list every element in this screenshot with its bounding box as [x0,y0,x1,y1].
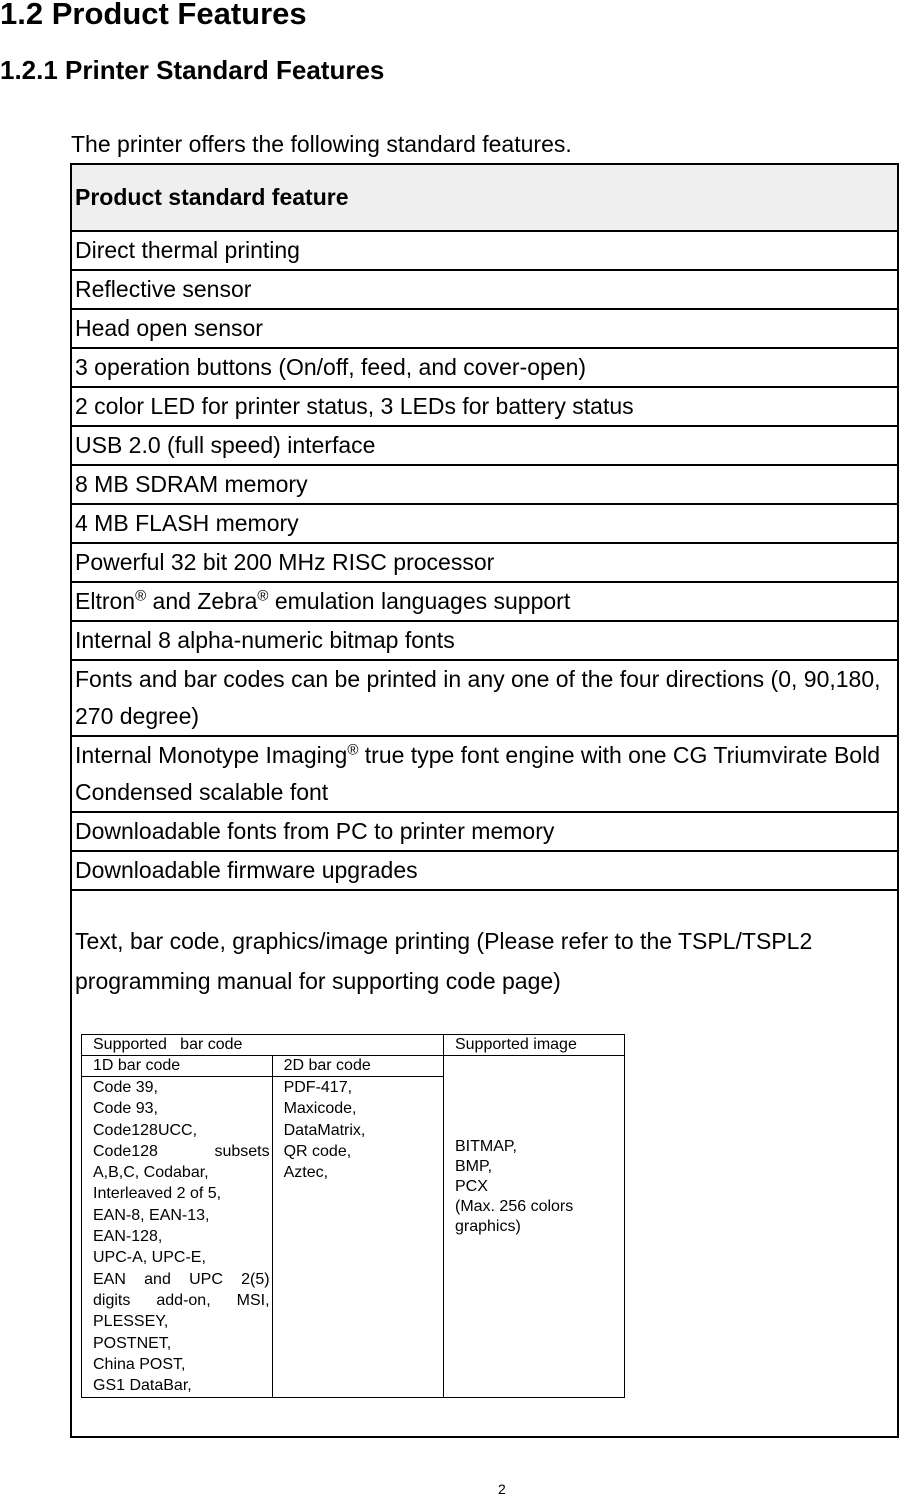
list-item: UPC-A, UPC-E, [93,1249,206,1267]
list-item: EAN and UPC 2(5) [93,1270,270,1288]
feature-row: 8 MB SDRAM memory [71,465,898,504]
list-item: Maxicode, [283,1100,357,1118]
feature-row: Powerful 32 bit 200 MHz RISC processor [71,543,898,582]
list-item: Code 39, [93,1079,158,1096]
list-item: PLESSEY, [93,1313,169,1331]
subsection-title: 1.2.1 Printer Standard Features [0,55,385,85]
barcode-1d-header: 1D bar code [82,1056,273,1077]
list-item: BITMAP, [454,1137,517,1155]
list-item: BMP, [454,1157,493,1175]
list-item: A,B,C, Codabar, [93,1164,209,1182]
list-item: POSTNET, [93,1334,172,1352]
list-item: China POST, [93,1355,186,1373]
barcode-2d-list [272,1077,443,1398]
feature-row-directions: Fonts and bar codes can be printed in any one of the four directions (0, 90,180, 270 degree) [71,660,898,736]
supported-image-header: Supported image [443,1035,624,1056]
list-item: Code128 subsets [93,1142,270,1160]
list-item: PDF-417, [283,1079,353,1096]
list-item: graphics) [454,1217,521,1235]
feature-row: Head open sensor [71,309,898,348]
feature-row: Downloadable fonts from PC to printer memory [71,812,898,851]
list-item: EAN-8, EAN-13, [93,1206,210,1224]
list-item: Code128UCC, [93,1121,198,1139]
feature-row: 2 color LED for printer status, 3 LEDs for battery status [71,387,898,426]
feature-row-printing [71,890,898,1437]
list-item: DataMatrix, [283,1121,366,1139]
list-item: Code 93, [93,1100,158,1118]
barcode-table [81,1034,625,1398]
barcode-2d-header: 2D bar code [272,1056,443,1077]
section-title: 1.2 Product Features [0,0,307,31]
feature-row: Direct thermal printing [71,231,898,270]
list-item: GS1 DataBar, [93,1377,192,1395]
feature-row-emulation: Eltron® and Zebra® emulation languages support [71,582,898,621]
image-list-cell [443,1056,624,1398]
barcode-1d-list [82,1077,273,1398]
feature-row: 3 operation buttons (On/off, feed, and cover-open) [71,348,898,387]
feature-row-monotype: Internal Monotype Imaging® true type font engine with one CG Triumvirate Bold Condensed scalable font [71,736,898,812]
list-item: Aztec, [283,1164,329,1182]
feature-row: Downloadable firmware upgrades [71,851,898,890]
list-item: Interleaved 2 of 5, [93,1185,222,1203]
supported-barcode-header: Supported bar code [82,1035,444,1056]
feature-row: Internal 8 alpha-numeric bitmap fonts [71,621,898,660]
list-item: EAN-128, [93,1228,163,1246]
list-item: QR code, [283,1142,352,1160]
feature-row: Reflective sensor [71,270,898,309]
feature-row: 4 MB FLASH memory [71,504,898,543]
list-item: PCX [454,1177,488,1195]
list-item: digits add-on, MSI, [93,1291,270,1309]
feature-row: USB 2.0 (full speed) interface [71,426,898,465]
printing-text: Text, bar code, graphics/image printing (Please refer to the TSPL/TSPL2 programming manual for supporting code page) [75,928,813,994]
intro-text: The printer offers the following standard features. [71,131,572,157]
page-number: 2 [498,1481,506,1497]
list-item: (Max. 256 colors [454,1197,574,1215]
features-table-header: Product standard feature [71,164,898,231]
features-table [70,163,899,1438]
